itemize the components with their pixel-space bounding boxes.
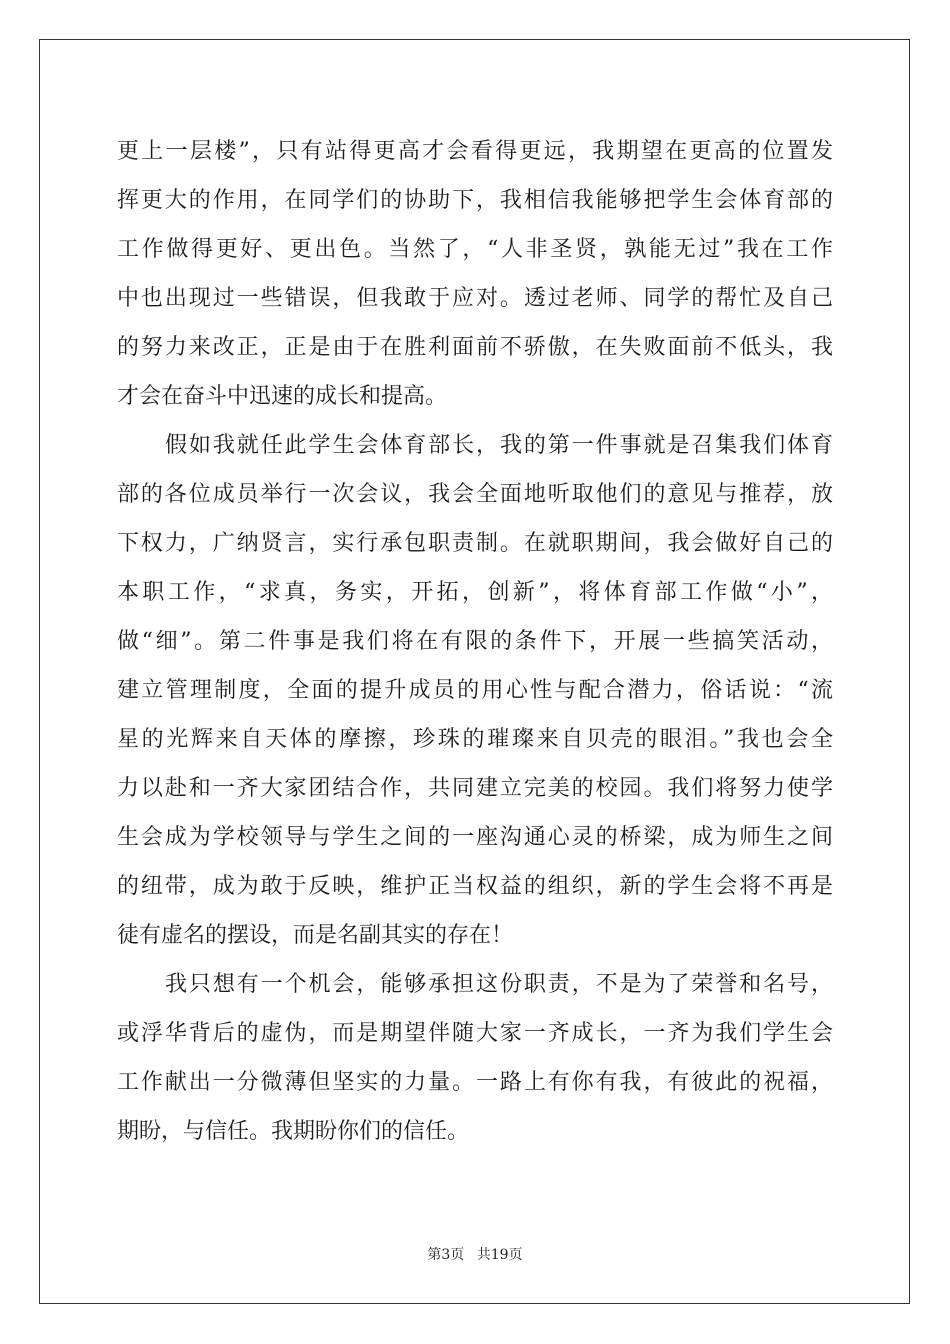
text-line: 本职工作，“求真，务实，开拓，创新”，将体育部工作做“小”， bbox=[117, 580, 833, 605]
paragraph-3 bbox=[117, 960, 833, 1156]
text-line: 或浮华背后的虚伪，而是期望伴随大家一齐成长，一齐为我们学生会 bbox=[117, 1021, 833, 1046]
text-line: 生会成为学校领导与学生之间的一座沟通心灵的桥梁，成为师生之间 bbox=[117, 825, 833, 850]
page-footer bbox=[0, 1244, 950, 1264]
text-line: 我只想有一个机会，能够承担这份职责，不是为了荣誉和名号， bbox=[165, 972, 833, 997]
paragraph-1 bbox=[117, 127, 833, 421]
paragraph-2 bbox=[117, 421, 833, 960]
text-line: 下权力，广纳贤言，实行承包职责制。在就职期间，我会做好自己的 bbox=[117, 531, 833, 556]
text-line: 的努力来改正，正是由于在胜利面前不骄傲，在失败面前不低头，我 bbox=[117, 335, 833, 360]
text-line: 中也出现过一些错误，但我敢于应对。透过老师、同学的帮忙及自己 bbox=[117, 286, 833, 311]
text-line: 建立管理制度，全面的提升成员的用心性与配合潜力，俗话说：“流 bbox=[117, 678, 833, 703]
text-line: 才会在奋斗中迅速的成长和提高。 bbox=[117, 384, 448, 409]
text-line: 徒有虚名的摆设，而是名副其实的存在！ bbox=[117, 923, 514, 948]
text-line: 挥更大的作用，在同学们的协助下，我相信我能够把学生会体育部的 bbox=[117, 188, 833, 213]
text-line: 力以赴和一齐大家团结合作，共同建立完美的校园。我们将努力使学 bbox=[117, 776, 833, 801]
text-line: 更上一层楼”，只有站得更高才会看得更远，我期望在更高的位置发 bbox=[117, 139, 833, 164]
document-body bbox=[117, 127, 833, 1156]
text-line: 做“细”。第二件事是我们将在有限的条件下，开展一些搞笑活动， bbox=[117, 629, 833, 654]
text-line: 工作做得更好、更出色。当然了，“人非圣贤，孰能无过”我在工作 bbox=[117, 237, 833, 262]
text-line: 部的各位成员举行一次会议，我会全面地听取他们的意见与推荐，放 bbox=[117, 482, 833, 507]
text-line: 期盼，与信任。我期盼你们的信任。 bbox=[117, 1119, 470, 1144]
page-number: 第3页 bbox=[427, 1247, 465, 1263]
text-line: 的纽带，成为敢于反映，维护正当权益的组织，新的学生会将不再是 bbox=[117, 874, 833, 899]
text-line: 工作献出一分微薄但坚实的力量。一路上有你有我，有彼此的祝福， bbox=[117, 1070, 833, 1095]
text-line: 假如我就任此学生会体育部长，我的第一件事就是召集我们体育 bbox=[165, 433, 833, 458]
page-total: 共19页 bbox=[476, 1247, 523, 1263]
text-line: 星的光辉来自天体的摩擦，珍珠的璀璨来自贝壳的眼泪。”我也会全 bbox=[117, 727, 833, 752]
